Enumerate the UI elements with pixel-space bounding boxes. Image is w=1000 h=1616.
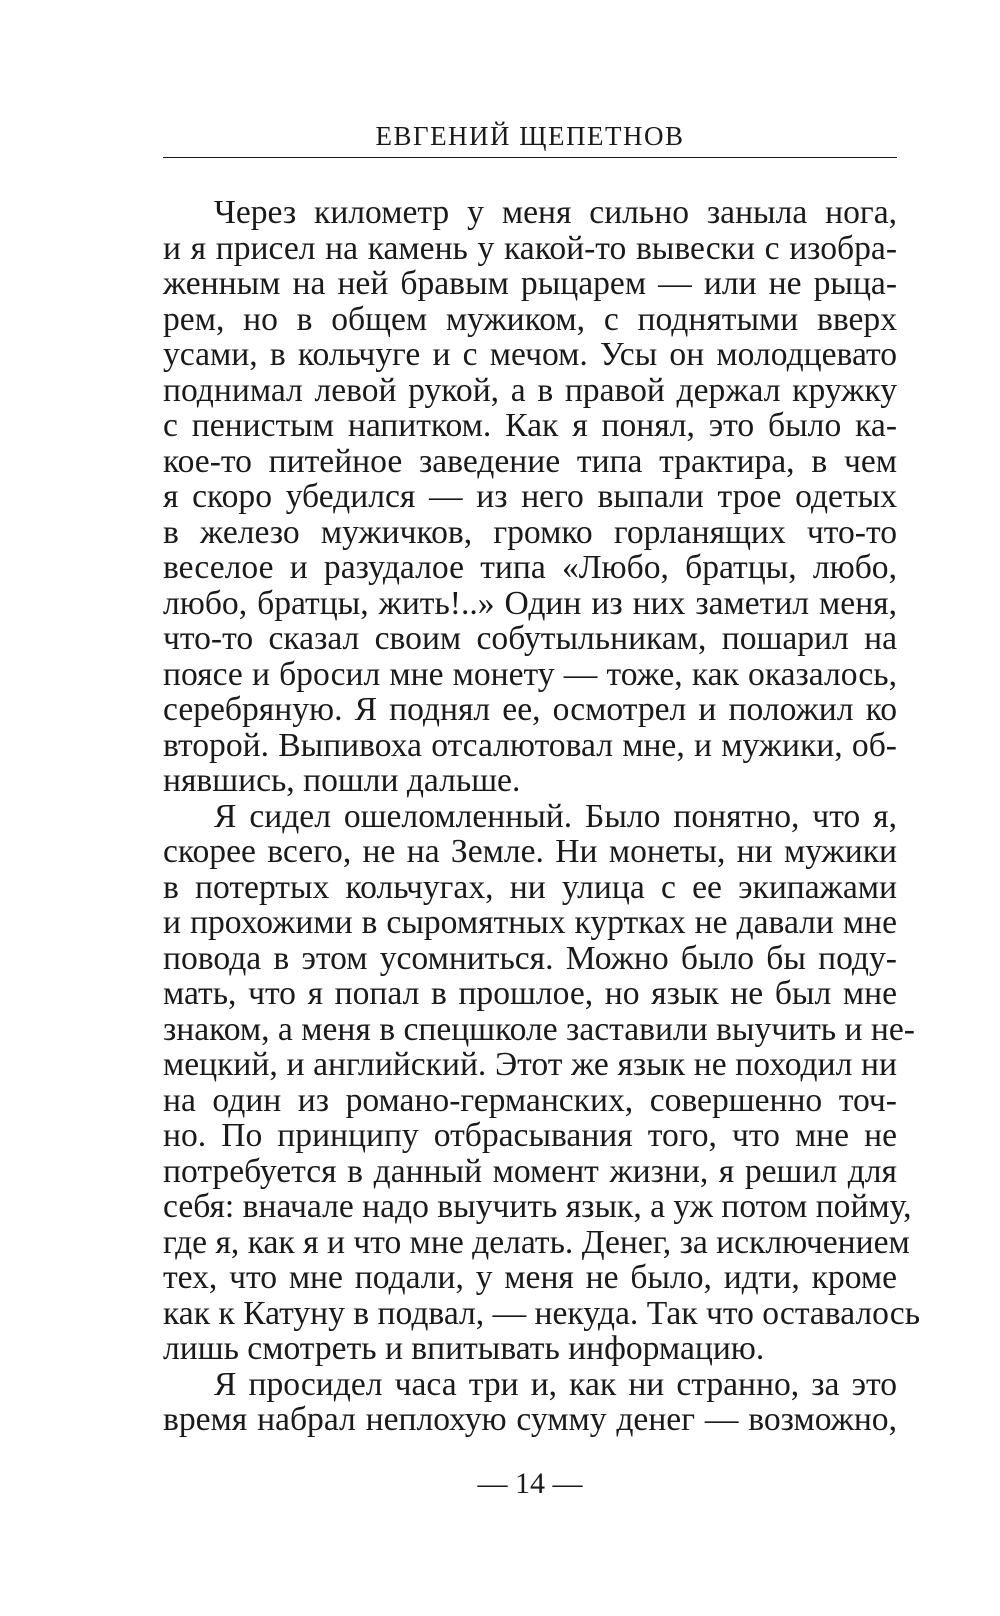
text-line: кое-то питейное заведение типа трактира, в чем	[163, 442, 897, 480]
text-line: нявшись, пошли дальше.	[163, 762, 521, 799]
text-line: что-то сказал своим собутыльникам, пошарил на	[163, 620, 897, 657]
paragraph	[163, 195, 897, 799]
text-line: время набрал неплохую сумму денег — возможно,	[163, 1401, 897, 1438]
text-line: потребуется в данный момент жизни, я решил для	[163, 1152, 897, 1190]
text-line: мецкий, и английский. Этот же язык не походил ни	[163, 1046, 897, 1083]
text-line: женным на ней бравым рыцарем — или не рыца-	[163, 265, 897, 302]
text-line: второй. Выпивоха отсалютовал мне, и мужики, об-	[163, 726, 897, 764]
text-line: лишь смотреть и впитывать информацию.	[163, 1330, 765, 1367]
text-line: в железо мужичков, громко горланящих что-то	[163, 513, 897, 551]
text-line: Я просидел часа три и, как ни странно, за это	[214, 1365, 897, 1403]
text-line: тех, что мне подали, у меня не было, идти, кроме	[163, 1259, 897, 1296]
text-line: как к Катуну в подвал, — некуда. Так что оставалось	[163, 1294, 921, 1332]
text-line: на один из романо-германских, совершенно точ-	[163, 1081, 897, 1119]
page-number: — 14 —	[477, 1467, 583, 1500]
text-line: рем, но в общем мужиком, с поднятыми вверх	[163, 300, 897, 338]
text-line: серебряную. Я поднял ее, осмотрел и положил ко	[163, 691, 897, 728]
text-line: веселое и разудалое типа «Любо, братцы, любо,	[163, 549, 897, 586]
text-line: себя: вначале надо выучить язык, а уж потом пойму,	[163, 1188, 912, 1225]
text-line: знаком, а меня в спецшколе заставили выучить и не-	[163, 1010, 915, 1048]
text-line: в потертых кольчугах, ни улица с ее экипажами	[163, 868, 897, 906]
text-line: Через километр у меня сильно заныла нога,	[214, 194, 897, 231]
text-line: поясе и бросил мне монету — тоже, как оказалось,	[163, 655, 897, 693]
text-line: и прохожими в сыромятных куртках не давали мне	[163, 904, 897, 941]
text-line: усами, в кольчуге и с мечом. Усы он молодцевато	[163, 336, 897, 373]
text-line: любо, братцы, жить!..» Один из них заметил меня,	[163, 584, 897, 622]
paragraph	[163, 1367, 897, 1438]
text-line: с пенистым напитком. Как я понял, это было ка-	[163, 407, 897, 444]
text-line: и я присел на камень у какой-то вывески с изобра-	[163, 229, 897, 267]
text-line: скорее всего, не на Земле. Ни монеты, ни мужики	[163, 833, 897, 870]
text-line: где я, как я и что мне делать. Денег, за исключением	[163, 1223, 910, 1261]
running-head-author: ЕВГЕНИЙ ЩЕПЕТНОВ	[375, 121, 685, 151]
paragraph	[163, 797, 921, 1367]
text-line: мать, что я попал в прошлое, но язык не был мне	[163, 975, 897, 1012]
text-line: повода в этом усомниться. Можно было бы поду-	[163, 939, 897, 977]
text-line: но. По принципу отбрасывания того, что мне не	[163, 1117, 897, 1154]
text-line: Я сидел ошеломленный. Было понятно, что я,	[214, 797, 897, 835]
text-line: поднимал левой рукой, а в правой держал кружку	[163, 371, 897, 409]
header-rule	[163, 157, 897, 158]
text-line: я скоро убедился — из него выпали трое одетых	[163, 478, 897, 515]
body-text	[163, 194, 921, 1438]
